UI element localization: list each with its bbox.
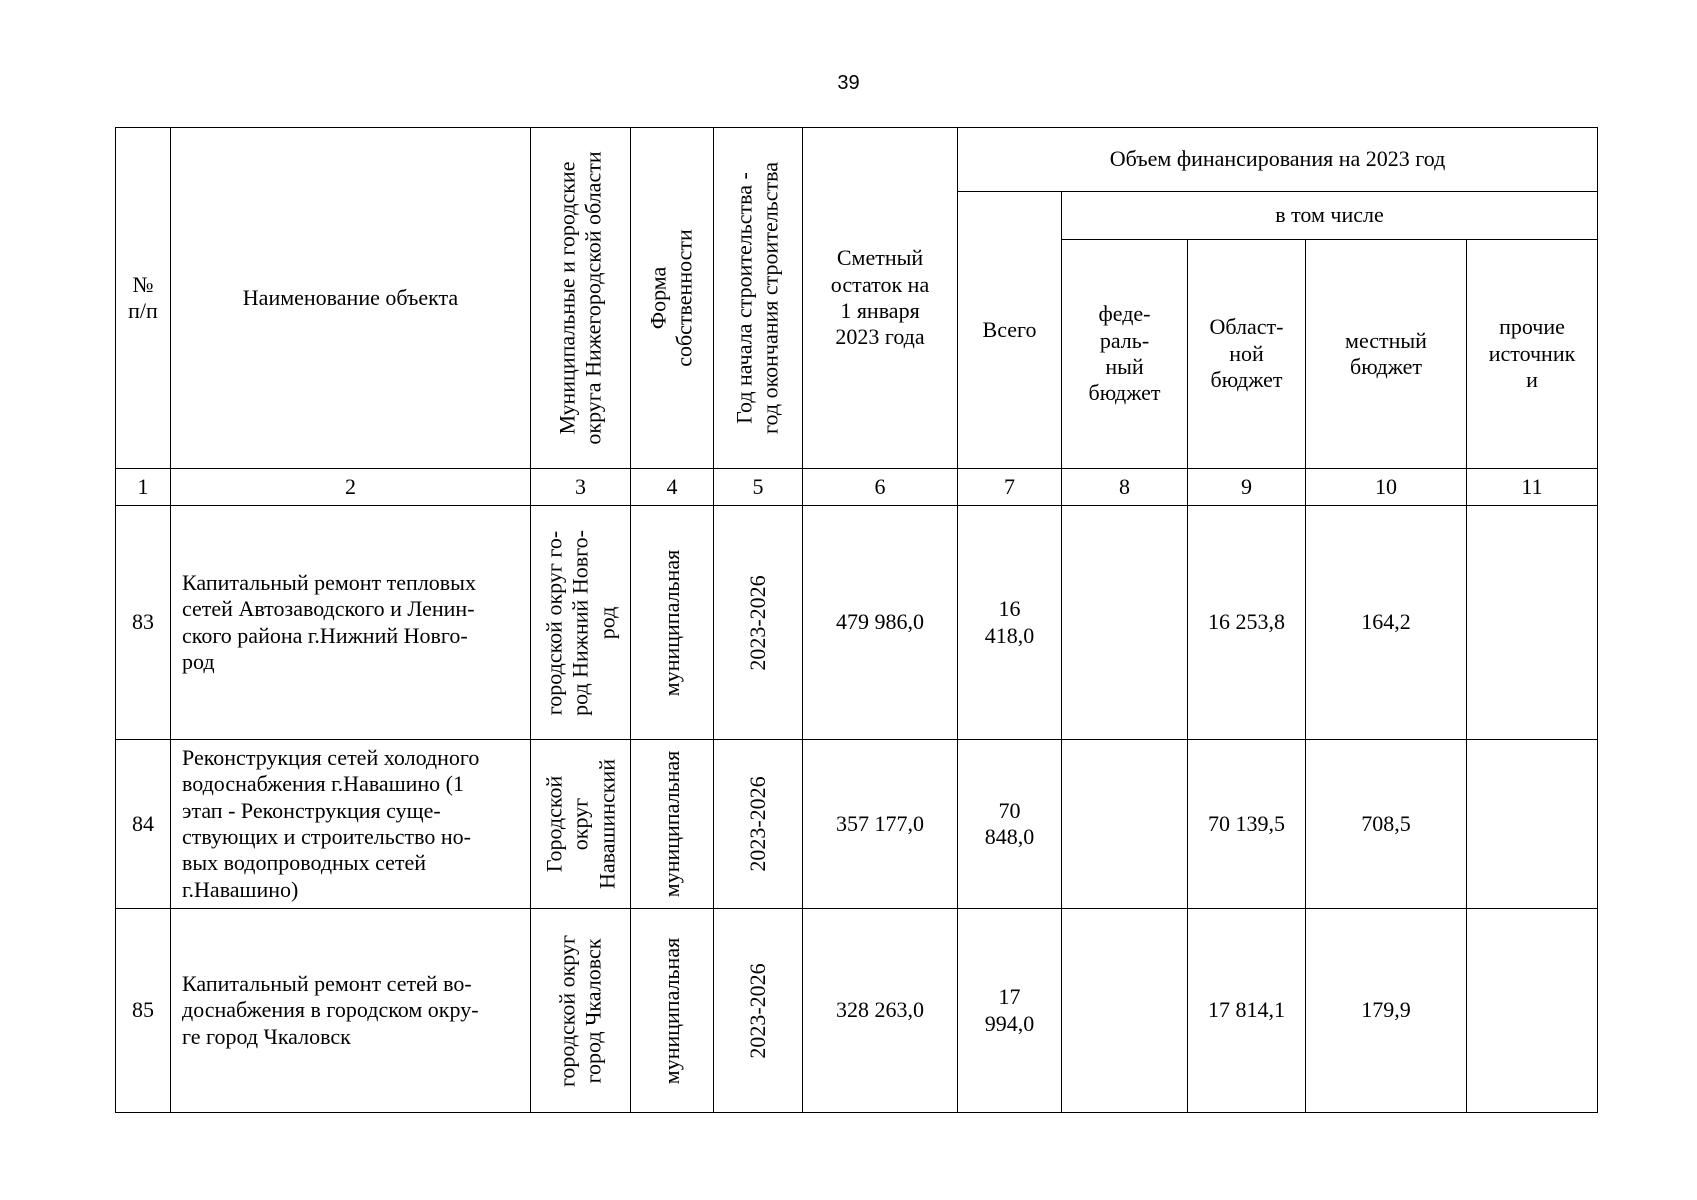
financing-table	[115, 127, 1598, 1113]
row-other	[1467, 909, 1598, 1113]
row-num: 84	[116, 740, 171, 909]
row-object-name: Капитальный ремонт сетей во- доснабжения в городском окру- ге город Чкаловск	[171, 909, 531, 1113]
column-number: 10	[1306, 469, 1467, 506]
table-row	[116, 740, 1598, 909]
row-object-name: Реконструкция сетей холодного водоснабжения г.Навашино (1 этап - Реконструкция суще- ствующих и строительство но- вых водопроводных сетей г.Навашино)	[171, 740, 531, 909]
header-other: прочие источник и	[1467, 240, 1598, 469]
header-num: № п/п	[116, 128, 171, 469]
header-funding: Объем финансирования на 2023 год	[958, 128, 1598, 192]
row-ownership: муниципальная	[631, 506, 714, 740]
row-ownership: муниципальная	[631, 740, 714, 909]
column-number: 4	[631, 469, 714, 506]
row-years: 2023-2026	[714, 506, 803, 740]
row-total: 70 848,0	[958, 740, 1062, 909]
row-regional: 17 814,1	[1188, 909, 1306, 1113]
header-name: Наименование объекта	[171, 128, 531, 469]
row-federal	[1062, 909, 1188, 1113]
column-number-row	[116, 469, 1598, 506]
row-federal	[1062, 506, 1188, 740]
header-years: Год начала строительства - год окончания строительства	[714, 128, 803, 469]
row-total: 16 418,0	[958, 506, 1062, 740]
column-number: 5	[714, 469, 803, 506]
row-municipal: Городской округ Навашинский	[531, 740, 631, 909]
column-number: 8	[1062, 469, 1188, 506]
row-other	[1467, 506, 1598, 740]
row-years: 2023-2026	[714, 909, 803, 1113]
row-remainder: 328 263,0	[803, 909, 958, 1113]
row-other	[1467, 740, 1598, 909]
row-municipal: городской округ город Чкаловск	[531, 909, 631, 1113]
column-number: 7	[958, 469, 1062, 506]
header-ownership: Форма собственности	[631, 128, 714, 469]
row-regional: 16 253,8	[1188, 506, 1306, 740]
row-object-name: Капитальный ремонт тепловых сетей Автозаводского и Ленин- ского района г.Нижний Новго- род	[171, 506, 531, 740]
row-federal	[1062, 740, 1188, 909]
header-federal: феде- раль- ный бюджет	[1062, 240, 1188, 469]
header-regional: Област- ной бюджет	[1188, 240, 1306, 469]
row-total: 17 994,0	[958, 909, 1062, 1113]
table-row	[116, 506, 1598, 740]
row-num: 83	[116, 506, 171, 740]
row-remainder: 357 177,0	[803, 740, 958, 909]
column-number: 11	[1467, 469, 1598, 506]
row-municipal: городской округ го- род Нижний Новго- род	[531, 506, 631, 740]
row-num: 85	[116, 909, 171, 1113]
row-regional: 70 139,5	[1188, 740, 1306, 909]
header-local: местный бюджет	[1306, 240, 1467, 469]
table-row	[116, 909, 1598, 1113]
row-years: 2023-2026	[714, 740, 803, 909]
row-local: 179,9	[1306, 909, 1467, 1113]
header-municipal: Муниципальные и городские округа Нижегородской области	[531, 128, 631, 469]
column-number: 6	[803, 469, 958, 506]
column-number: 3	[531, 469, 631, 506]
column-number: 9	[1188, 469, 1306, 506]
row-remainder: 479 986,0	[803, 506, 958, 740]
header-total: Всего	[958, 192, 1062, 469]
column-number: 1	[116, 469, 171, 506]
column-number: 2	[171, 469, 531, 506]
page-number: 39	[837, 72, 860, 94]
row-local: 708,5	[1306, 740, 1467, 909]
header-remainder: Сметный остаток на 1 января 2023 года	[803, 128, 958, 469]
row-local: 164,2	[1306, 506, 1467, 740]
row-ownership: муниципальная	[631, 909, 714, 1113]
header-including: в том числе	[1062, 192, 1598, 240]
